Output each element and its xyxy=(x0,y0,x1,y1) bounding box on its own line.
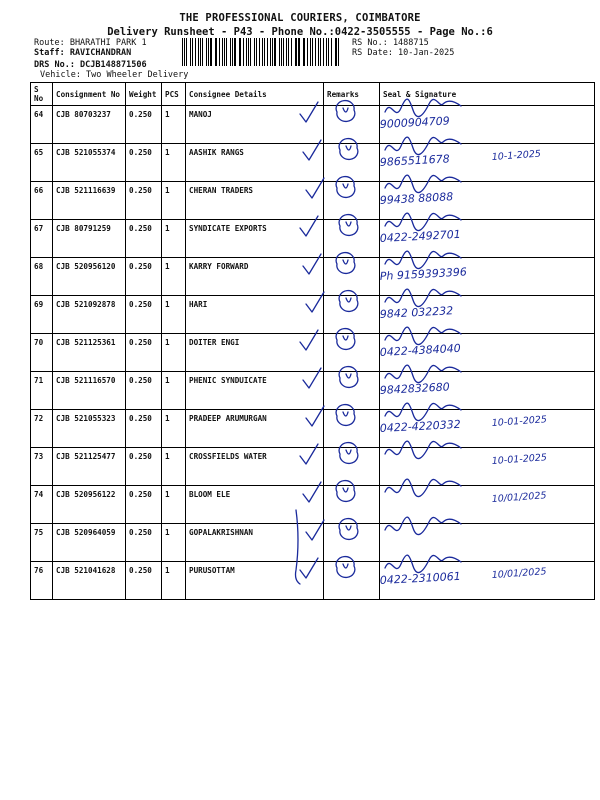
row-pcs: 1 xyxy=(162,220,186,258)
barcode-bar xyxy=(279,38,280,66)
row-consignee: KARRY FORWARD xyxy=(186,258,324,296)
table-row xyxy=(31,372,595,410)
row-weight: 0.250 xyxy=(126,258,162,296)
barcode-bar xyxy=(312,38,313,66)
row-consignee: GOPALAKRISHNAN xyxy=(186,524,324,562)
table-row xyxy=(31,448,595,486)
row-remarks xyxy=(324,144,380,182)
barcode-bar xyxy=(210,38,211,66)
route-label: Route: BHARATHI PARK 1 xyxy=(34,38,147,48)
barcode-bar xyxy=(240,38,241,66)
handwritten-date: 10-01-2025 xyxy=(491,452,548,467)
row-remarks xyxy=(324,106,380,144)
row-sno: 70 xyxy=(31,334,53,372)
barcode-bar xyxy=(262,38,263,66)
table-row xyxy=(31,524,595,562)
col-signature: Seal & Signature xyxy=(380,83,595,106)
handwritten-phone: 0422-2492701 xyxy=(379,227,461,245)
row-signature xyxy=(380,182,595,220)
row-consignment-no: CJB 521041628 xyxy=(53,562,126,600)
row-consignment-no: CJB 521055323 xyxy=(53,410,126,448)
row-remarks xyxy=(324,296,380,334)
barcode-bar xyxy=(254,38,255,66)
barcode-bar xyxy=(288,38,289,66)
row-consignee: HARI xyxy=(186,296,324,334)
col-consignment: Consignment No xyxy=(53,83,126,106)
row-sno: 64 xyxy=(31,106,53,144)
handwritten-phone: 0422-4220332 xyxy=(379,417,461,435)
row-signature xyxy=(380,220,595,258)
row-remarks xyxy=(324,562,380,600)
barcode-bar xyxy=(182,38,183,66)
row-pcs: 1 xyxy=(162,562,186,600)
row-pcs: 1 xyxy=(162,372,186,410)
rs-number: RS No.: 1488715 xyxy=(352,38,429,48)
row-remarks xyxy=(324,182,380,220)
row-consignee: PRADEEP ARUMURGAN xyxy=(186,410,324,448)
row-sno: 68 xyxy=(31,258,53,296)
barcode-bar xyxy=(202,38,203,66)
delivery-table xyxy=(30,82,595,600)
row-consignment-no: CJB 520956120 xyxy=(53,258,126,296)
row-sno: 76 xyxy=(31,562,53,600)
barcode-bar xyxy=(328,38,329,66)
row-weight: 0.250 xyxy=(126,562,162,600)
row-consignment-no: CJB 520964059 xyxy=(53,524,126,562)
row-weight: 0.250 xyxy=(126,106,162,144)
col-pcs: PCS xyxy=(162,83,186,106)
barcode-bar xyxy=(331,38,332,66)
row-weight: 0.250 xyxy=(126,334,162,372)
row-signature xyxy=(380,410,595,448)
row-weight: 0.250 xyxy=(126,220,162,258)
barcode-bar xyxy=(219,38,220,66)
row-sno: 73 xyxy=(31,448,53,486)
row-weight: 0.250 xyxy=(126,524,162,562)
row-consignment-no: CJB 80791259 xyxy=(53,220,126,258)
table-row xyxy=(31,182,595,220)
row-weight: 0.250 xyxy=(126,410,162,448)
row-pcs: 1 xyxy=(162,524,186,562)
row-sno: 74 xyxy=(31,486,53,524)
table-row xyxy=(31,258,595,296)
row-pcs: 1 xyxy=(162,144,186,182)
barcode-bar xyxy=(190,38,191,66)
handwritten-date: 10-1-2025 xyxy=(491,148,542,163)
row-signature xyxy=(380,448,595,486)
row-consignee: BLOOM ELE xyxy=(186,486,324,524)
row-remarks xyxy=(324,258,380,296)
runsheet-title: Delivery Runsheet - P43 - Phone No.:0422-3505555 - Page No.:6 xyxy=(107,26,493,38)
handwritten-date: 10/01/2025 xyxy=(491,566,547,581)
row-remarks xyxy=(324,524,380,562)
row-pcs: 1 xyxy=(162,258,186,296)
handwritten-phone: Ph 9159393396 xyxy=(379,265,468,283)
row-pcs: 1 xyxy=(162,296,186,334)
barcode-bar xyxy=(320,38,321,66)
row-weight: 0.250 xyxy=(126,448,162,486)
row-signature xyxy=(380,106,595,144)
row-pcs: 1 xyxy=(162,334,186,372)
handwritten-phone: 0422-4384040 xyxy=(379,341,461,359)
barcode-bar xyxy=(274,38,275,66)
row-remarks xyxy=(324,372,380,410)
row-pcs: 1 xyxy=(162,448,186,486)
row-signature xyxy=(380,562,595,600)
row-consignee: SYNDICATE EXPORTS xyxy=(186,220,324,258)
barcode-bar xyxy=(304,38,305,66)
handwritten-phone: 9000904709 xyxy=(379,114,451,131)
row-consignee: MANOJ xyxy=(186,106,324,144)
row-weight: 0.250 xyxy=(126,372,162,410)
table-row xyxy=(31,106,595,144)
row-consignment-no: CJB 80703237 xyxy=(53,106,126,144)
table-row xyxy=(31,334,595,372)
handwritten-phone: 9842 032232 xyxy=(379,304,454,321)
handwritten-phone: 9865511678 xyxy=(379,152,451,169)
row-sno: 66 xyxy=(31,182,53,220)
row-sno: 75 xyxy=(31,524,53,562)
barcode-bar xyxy=(226,38,227,66)
row-sno: 65 xyxy=(31,144,53,182)
table-row xyxy=(31,220,595,258)
row-remarks xyxy=(324,486,380,524)
table-row xyxy=(31,486,595,524)
row-signature xyxy=(380,372,595,410)
row-signature xyxy=(380,258,595,296)
drs-barcode xyxy=(182,38,342,66)
handwritten-phone: 99438 88088 xyxy=(379,190,454,207)
row-weight: 0.250 xyxy=(126,486,162,524)
row-signature xyxy=(380,144,595,182)
row-remarks xyxy=(324,334,380,372)
col-consignee: Consignee Details xyxy=(186,83,324,106)
row-consignment-no: CJB 521092878 xyxy=(53,296,126,334)
row-sno: 67 xyxy=(31,220,53,258)
row-consignee: PHENIC SYNDUICATE xyxy=(186,372,324,410)
row-sno: 69 xyxy=(31,296,53,334)
row-signature xyxy=(380,296,595,334)
barcode-bar xyxy=(234,38,235,66)
col-weight: Weight xyxy=(126,83,162,106)
barcode-bar xyxy=(192,38,193,66)
barcode-bar xyxy=(291,38,292,66)
row-pcs: 1 xyxy=(162,486,186,524)
row-remarks xyxy=(324,448,380,486)
table-header-row xyxy=(31,83,595,106)
col-sno: S No xyxy=(31,83,53,106)
handwritten-date: 10/01/2025 xyxy=(491,490,547,505)
handwritten-date: 10-01-2025 xyxy=(491,414,548,429)
row-pcs: 1 xyxy=(162,410,186,448)
handwritten-phone: 9842832680 xyxy=(379,380,451,397)
row-consignment-no: CJB 520956122 xyxy=(53,486,126,524)
barcode-bar xyxy=(250,38,251,66)
row-consignee: CROSSFIELDS WATER xyxy=(186,448,324,486)
barcode-bar xyxy=(230,38,231,66)
rs-date: RS Date: 10-Jan-2025 xyxy=(352,48,455,58)
row-pcs: 1 xyxy=(162,182,186,220)
barcode-bar xyxy=(206,38,207,66)
row-weight: 0.250 xyxy=(126,296,162,334)
row-consignee: DOITER ENGI xyxy=(186,334,324,372)
row-weight: 0.250 xyxy=(126,182,162,220)
barcode-bar xyxy=(270,38,271,66)
drs-number: DRS No.: DCJB148871506 xyxy=(34,60,147,70)
row-consignment-no: CJB 521125477 xyxy=(53,448,126,486)
row-consignment-no: CJB 521055374 xyxy=(53,144,126,182)
staff-label: Staff: RAVICHANDRAN xyxy=(34,48,132,58)
row-remarks xyxy=(324,220,380,258)
row-pcs: 1 xyxy=(162,106,186,144)
barcode-bar xyxy=(298,38,299,66)
company-title: THE PROFESSIONAL COURIERS, COIMBATORE xyxy=(179,12,421,24)
barcode-bar xyxy=(338,38,339,66)
row-consignee: AASHIK RANGS xyxy=(186,144,324,182)
row-consignee: PURUSOTTAM xyxy=(186,562,324,600)
row-consignment-no: CJB 521125361 xyxy=(53,334,126,372)
row-signature xyxy=(380,486,595,524)
col-remarks: Remarks xyxy=(324,83,380,106)
vehicle-label: Vehicle: Two Wheeler Delivery xyxy=(40,70,189,80)
row-weight: 0.250 xyxy=(126,144,162,182)
row-remarks xyxy=(324,410,380,448)
table-row xyxy=(31,410,595,448)
row-signature xyxy=(380,524,595,562)
row-sno: 71 xyxy=(31,372,53,410)
row-consignment-no: CJB 521116570 xyxy=(53,372,126,410)
handwritten-phone: 0422-2310061 xyxy=(379,569,461,587)
row-consignee: CHERAN TRADERS xyxy=(186,182,324,220)
table-row xyxy=(31,144,595,182)
table-row xyxy=(31,562,595,600)
row-consignment-no: CJB 521116639 xyxy=(53,182,126,220)
row-signature xyxy=(380,334,595,372)
table-row xyxy=(31,296,595,334)
row-sno: 72 xyxy=(31,410,53,448)
